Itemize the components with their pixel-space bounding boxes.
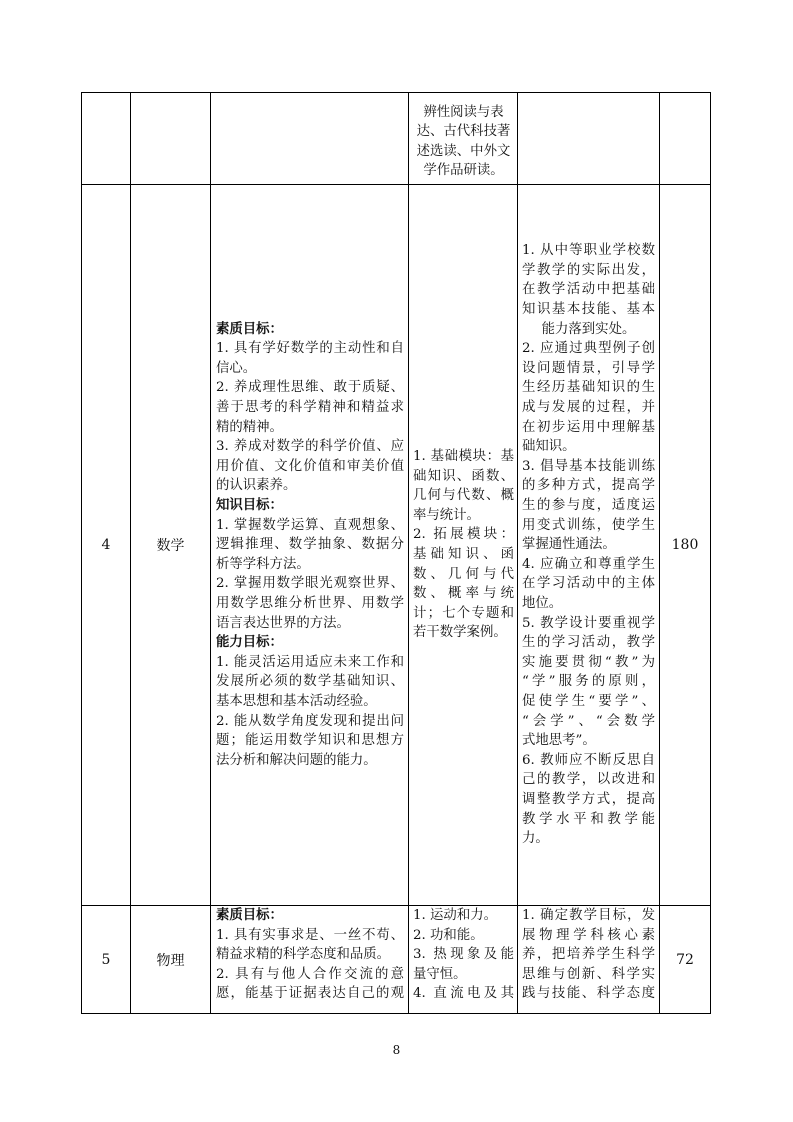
no-cell: 4: [82, 185, 131, 906]
goals-lines: [216, 320, 404, 771]
text-line: 6. 教师应不断反思自: [522, 752, 655, 768]
text-line: 计；七个专题和: [413, 605, 514, 621]
table-row-physics: [82, 906, 711, 1014]
course-name-math: 数学: [131, 185, 211, 906]
text-line: 基础知识、函: [413, 547, 514, 562]
text-line: 养，把培养学生科学: [522, 947, 655, 963]
text-line: 践与技能、科学态度: [522, 986, 655, 1002]
text-line: 思维与创新、科学实: [522, 966, 655, 982]
text-line: 生的参与度，适度运: [522, 498, 655, 514]
text-line: 在学习活动中的主体: [522, 576, 655, 592]
text-line: 几何与代数、概: [413, 488, 514, 504]
text-line: 2. 养成理性思维、敢于质疑、: [216, 380, 404, 396]
table-row-continued: [82, 93, 711, 185]
text-line: 精的精神。: [216, 419, 283, 435]
text-line: 法分析和解决问题的能力。: [216, 752, 377, 768]
text-line: 的认识素养。: [216, 478, 297, 494]
text-line: 展物理学科核心素: [522, 927, 655, 943]
text-line: 1. 从中等职业学校数: [522, 243, 655, 259]
text-line: 促使学生“要学”、: [522, 693, 655, 709]
text-line: 1. 具有学好数学的主动性和自: [216, 341, 404, 357]
text-line: 础知识、函数、: [413, 468, 514, 484]
section-heading: 知识目标：: [216, 497, 283, 514]
section-heading: 素质目标：: [216, 320, 283, 337]
text-line: 逻辑推理、数学抽象、数据分: [216, 537, 404, 553]
text-line: 若干数学案例。: [413, 625, 507, 641]
text-line: 辨性阅读与表: [423, 104, 504, 120]
text-line: 实施要贯彻“教”为: [522, 654, 655, 670]
text-line: 2. 能从数学角度发现和提出问: [216, 713, 404, 729]
text-line: 能力落到实处。: [541, 321, 636, 337]
hours-math: 180: [660, 185, 711, 906]
hours-physics: 72: [660, 906, 711, 1014]
text-line: 数、几何与代: [413, 566, 514, 582]
requirements-lines: [522, 241, 655, 848]
text-line: 础知识。: [522, 439, 576, 455]
text-line: 率与统计。: [413, 507, 480, 523]
text-line: 用数学思维分析世界、用数学: [216, 595, 404, 611]
text-line: 愿，能基于证据表达自己的观: [216, 986, 404, 1002]
text-line: 基本思想和基本活动经验。: [216, 693, 377, 709]
text-line: 地位。: [522, 595, 563, 611]
text-line: 成与发展的过程，并: [522, 400, 655, 416]
text-line: 达、古代科技著: [416, 124, 511, 140]
requirements-cell-math: [518, 185, 660, 906]
text-line: 题；能运用数学知识和思想方: [216, 733, 404, 749]
goals-cell-physics: [211, 906, 409, 1014]
text-line: 教学水平和教学能: [522, 811, 655, 827]
text-line: 学作品研读。: [423, 163, 504, 179]
text-line: 3. 倡导基本技能训练: [522, 458, 655, 474]
text-line: 调整教学方式，提高: [522, 791, 655, 807]
text-line: 信心。: [216, 360, 257, 376]
text-line: 发展所必须的数学基础知识、: [216, 674, 404, 690]
text-line: 5. 教学设计要重视学: [522, 615, 655, 631]
text-line: 析等学科方法。: [216, 556, 310, 572]
text-line: 2. 具有与他人合作交流的意: [216, 966, 404, 982]
section-heading: 素质目标：: [216, 907, 283, 923]
goals-cell-math: [211, 185, 409, 906]
text-line: 2. 应通过典型例子创: [522, 341, 655, 357]
text-line: 知识基本技能、基本: [522, 302, 655, 318]
text-line: 掌握通性通法。: [522, 537, 616, 553]
no-cell: 5: [82, 906, 131, 1014]
text-line: 己的教学，以改进和: [522, 772, 655, 788]
text-line: 在初步运用中理解基: [522, 419, 655, 435]
text-line: 式地思考”。: [522, 733, 596, 749]
text-line: 1. 运动和力。: [413, 908, 497, 923]
text-line: 3. 养成对数学的科学价值、应: [216, 439, 404, 455]
table-row-math: [82, 185, 711, 906]
text-line: 生经历基础知识的生: [522, 380, 655, 396]
text-line: 精益求精的科学态度和品质。: [216, 947, 391, 963]
text-line: 力。: [522, 831, 549, 847]
text-line: 1. 能灵活运用适应未来工作和: [216, 654, 404, 670]
text-line: 1. 掌握数学运算、直观想象、: [216, 517, 404, 533]
text-line: 设问题情景，引导学: [522, 360, 655, 376]
text-line: 的多种方式，提高学: [522, 478, 655, 494]
text-line: “会学”、“会数学: [522, 713, 655, 729]
text-line: 1. 具有实事求是、一丝不苟、: [216, 927, 404, 943]
page-number: 8: [392, 1043, 401, 1057]
section-heading: 能力目标：: [216, 634, 283, 651]
text-line: 数、概率与统: [413, 586, 514, 602]
text-line: 3. 热现象及能: [413, 947, 514, 963]
content-lines: [413, 103, 514, 181]
requirements-cell-physics: [518, 906, 660, 1014]
goals-cell: [211, 93, 409, 185]
text-line: 2. 掌握用数学眼光观察世界、: [216, 576, 404, 592]
content-lines: [413, 906, 514, 1004]
text-line: 生的学习活动，教学: [522, 635, 655, 651]
text-line: 用变式训练，使学生: [522, 517, 655, 533]
text-line: 2. 功和能。: [413, 927, 484, 943]
text-line: 1. 确定教学目标，发: [522, 908, 655, 923]
text-line: 量守恒。: [413, 966, 467, 982]
content-lines: [413, 447, 514, 643]
content-cell-math: [409, 185, 518, 906]
text-line: 述选读、中外文: [416, 143, 511, 159]
hours-cell: [660, 93, 711, 185]
requirements-lines: [522, 906, 655, 1004]
content-cell: [409, 93, 518, 185]
text-line: 4. 直流电及其: [413, 986, 514, 1002]
text-line: 语言表达世界的方法。: [216, 615, 350, 631]
goals-lines: [216, 906, 404, 1004]
text-line: 善于思考的科学精神和精益求: [216, 400, 404, 416]
text-line: 2. 拓展模块：: [413, 527, 514, 543]
text-line: 用价值、文化价值和审美价值: [216, 458, 404, 474]
text-line: 1. 基础模块：基: [413, 449, 514, 465]
course-cell: [131, 93, 211, 185]
course-table: [81, 92, 711, 1014]
text-line: 在教学活动中把基础: [522, 282, 655, 298]
requirements-cell: [518, 93, 660, 185]
course-name-physics: 物理: [131, 906, 211, 1014]
text-line: 4. 应确立和尊重学生: [522, 556, 655, 572]
no-cell: [82, 93, 131, 185]
text-line: 学教学的实际出发，: [522, 262, 655, 278]
content-cell-physics: [409, 906, 518, 1014]
text-line: “学”服务的原则，: [522, 674, 655, 690]
